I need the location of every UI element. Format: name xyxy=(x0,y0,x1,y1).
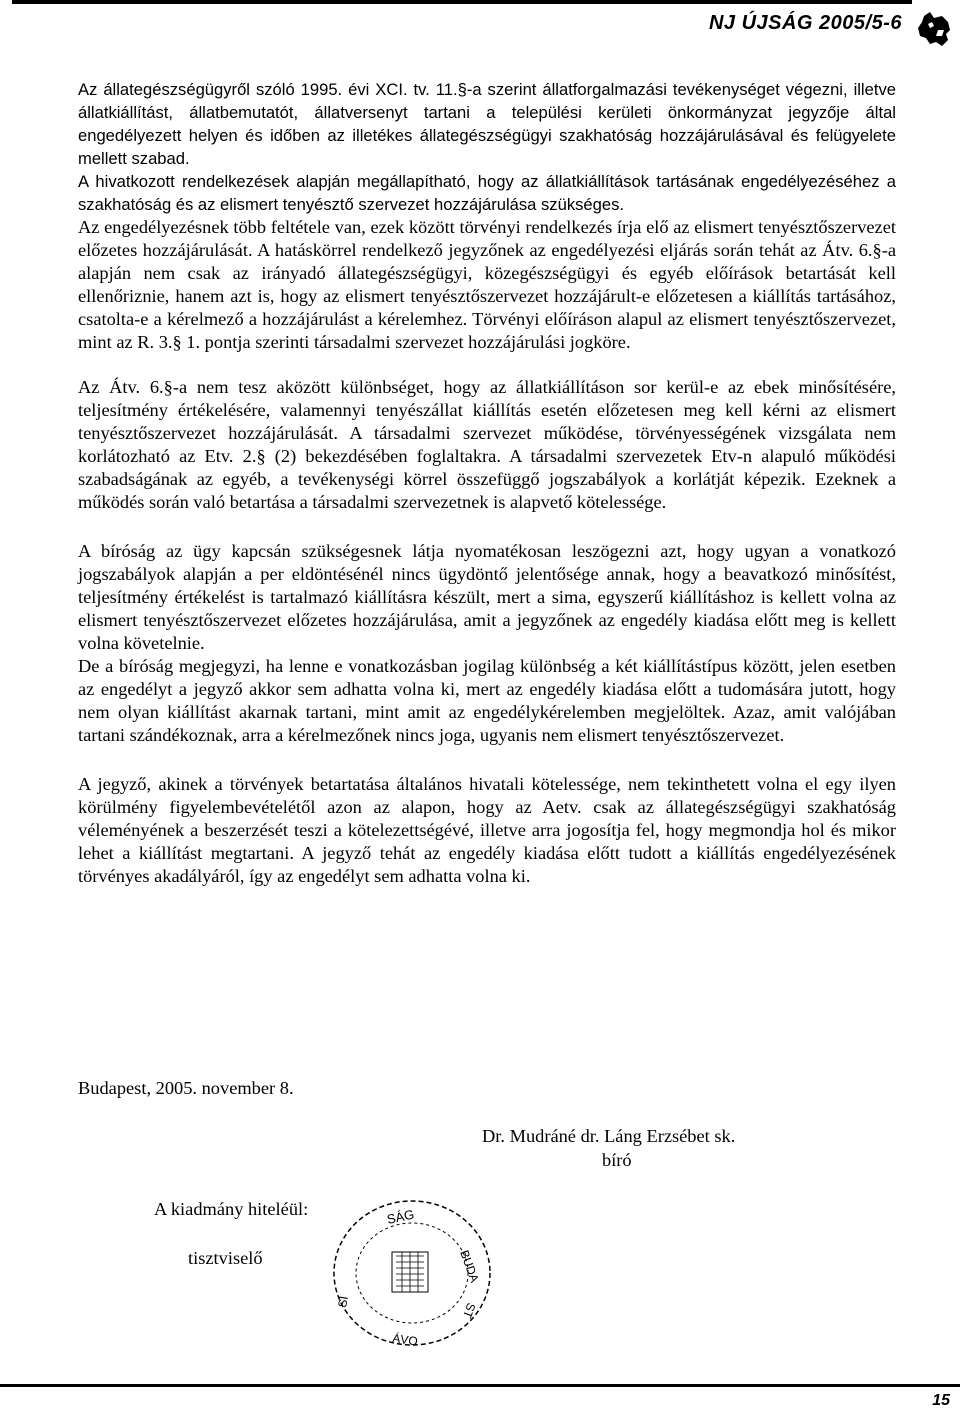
judge-name: Dr. Mudráné dr. Láng Erzsébet sk. xyxy=(482,1126,736,1146)
publication-header: NJ ÚJSÁG 2005/5-6 xyxy=(708,12,902,34)
paragraph-legal-basis: Az állategészségügyről szóló 1995. évi XCI. tv. 11.§-a szerint állatforgalmazási tevékenységet végezni, illetve állatkiállítást, állatbemutatót, állatversenyt tartani a települési kerületi önkormányzat jegyzője által engedélyezett helyen és időben az illetékes állategészségügyi szakhatóság hozzájárulásával és felügyelete mellett szabad. xyxy=(78,80,896,168)
dog-head-logo-icon xyxy=(914,10,954,48)
decision-body xyxy=(78,78,896,888)
place-and-date: Budapest, 2005. november 8. xyxy=(78,1078,294,1098)
header-rule xyxy=(12,0,912,4)
paragraph-notary-duty: A jegyző, akinek a törvények betartatása általános hivatali kötelessége, nem tekinthetett volna el egy ilyen körülmény figyelembevételétől azon az alapon, hogy az Aetv. csak az állategészségügyi szakhatóság véleményének a beszerzését teszi a kötelezettségévé, illetve arra jogosítja fel, hogy megmondja hol és mikor lehet a kiállítást megtartani. A jegyző tehát az engedély kiadása előtt tudott a kiállítás engedélyezésének törvényes akadályáról, így az engedélyt sem adhatta volna ki. xyxy=(78,774,896,886)
svg-text:SI: SI xyxy=(335,1294,351,1309)
svg-text:BUDA: BUDA xyxy=(457,1248,482,1285)
judge-title: bíró xyxy=(602,1150,632,1170)
footer-rule xyxy=(0,1384,960,1387)
paragraph-permission-requirements: A hivatkozott rendelkezések alapján megállapítható, hogy az állatkiállítások tartásának engedélyezéséhez a szakhatóság és az elismert tenyésztő szervezet hozzájárulása szükséges. xyxy=(78,172,896,214)
paragraph-atv-section: Az Átv. 6.§-a nem tesz aközött különbséget, hogy az állatkiállításon sor kerül-e az ebek minősítésére, teljesítmény értékelésére, valamennyi tenyészállat kiállítás esetén előzetesen meg kell kérni az elismert tenyésztőszervezet hozzájárulását. A társadalmi szervezet működése, törvényességének vizsgálata nem korlátozható az Etv. 2.§ (2) bekezdésében foglaltakra. A társadalmi szervezetek Etv-n alapuló működési szabadságának az egyéb, a tevékenységi körrel összefüggő jogszabályok a korlátját képezik. Ezeknek a működés során való betartása a társadalmi szervezetnek is alapvető kötelessége. xyxy=(78,377,896,512)
svg-text:ST: ST xyxy=(459,1300,479,1321)
paragraph-court-remark: De a bíróság megjegyzi, ha lenne e vonatkozásban jogilag különbség a két kiállítástípus között, jelen esetben az engedélyt a jegyző akkor sem adhatta volna ki, mert az engedély kiadása előtt a tudomására jutott, hogy nem olyan kiállítást akarnak tartani, mint amit az engedélykérelemben megjelöltek. Azaz, amit valójában tartani szándékoznak, arra a kérelmezőnek nincs joga, ugyanis nem elismert tenyésztőszervezet. xyxy=(78,656,896,745)
svg-text:SÁG: SÁG xyxy=(385,1206,416,1227)
court-stamp-icon xyxy=(318,1190,506,1356)
paragraph-court-statement: A bíróság az ügy kapcsán szükségesnek látja nyomatékosan leszögezni azt, hogy ugyan a vonatkozó jogszabályok alapján a per eldöntésénél nincs ügydöntő jelentősége annak, hogy a beavatkozó minősítést, teljesítmény értékelést is tartalmazó kiállításra készült, mert a sima, egyszerű kiállításhoz is kellett volna az elismert tenyésztőszervezet előzetes hozzájárulása, amit a jegyzőnek az engedély kiadása előtt meg is kellett volna követelnie. xyxy=(78,541,896,653)
certification-label: A kiadmány hiteléül: xyxy=(154,1199,309,1219)
paragraph-licensing-conditions: Az engedélyezésnek több feltétele van, ezek között törvényi rendelkezés írja elő az elismert tenyésztőszervezet előzetes hozzájárulását. A hatáskörrel rendelkező jegyzőnek az engedélyezési eljárás során tehát az Átv. 6.§-a alapján nem csak az irányadó állategészségügyi, közegészségügyi és egyéb előírások betartását kell ellenőriznie, hanem azt is, hogy az elismert tenyésztőszervezet hozzájárult-e előzetesen a kiállítás tartásához, csatolta-e a kérelmező a hozzájárulást a kérelemhez. Törvényi előíráson alapul az elismert tenyésztőszervezet, mint az R. 3.§ 1. pontja szerinti társadalmi szervezet hozzájárulási jogköre. xyxy=(78,217,896,352)
page-number: 15 xyxy=(932,1392,950,1409)
svg-text:ÁVO: ÁVO xyxy=(391,1331,419,1349)
official-label: tisztviselő xyxy=(188,1248,263,1268)
